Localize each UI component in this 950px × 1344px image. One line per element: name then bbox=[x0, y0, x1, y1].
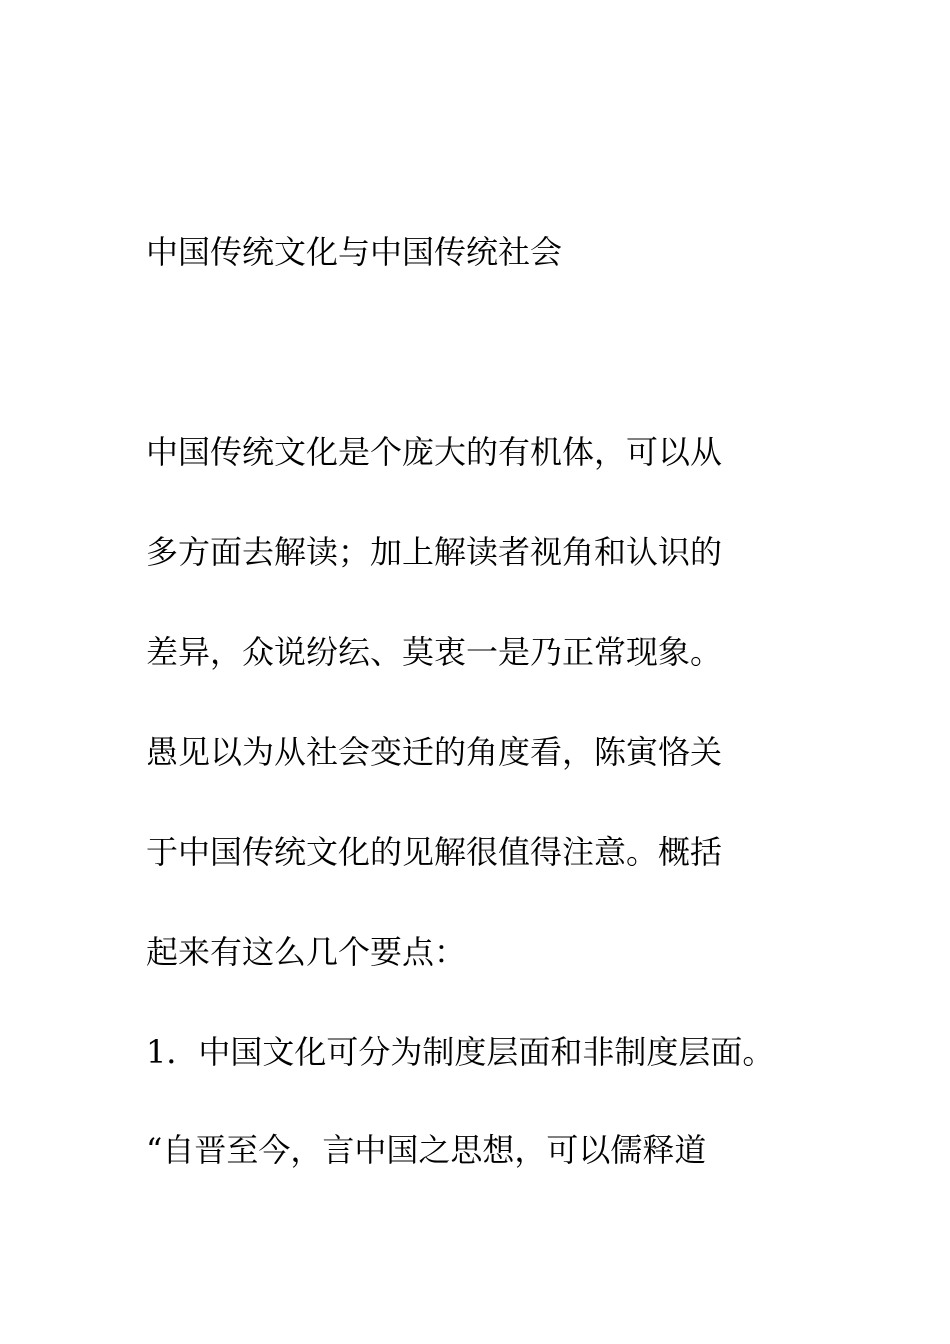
body-line-3: 差异，众说纷纭、莫衷一是乃正常现象。 bbox=[146, 633, 723, 671]
quote-line: “自晋至今，言中国之思想，可以儒释道 bbox=[146, 1131, 707, 1169]
list-item-1: 1．中国文化可分为制度层面和非制度层面。 bbox=[146, 1033, 775, 1071]
body-line-5: 于中国传统文化的见解很值得注意。概括 bbox=[146, 833, 723, 871]
body-line-6: 起来有这么几个要点： bbox=[146, 933, 467, 971]
body-line-1: 中国传统文化是个庞大的有机体，可以从 bbox=[146, 433, 723, 471]
body-line-4: 愚见以为从社会变迁的角度看，陈寅恪关 bbox=[146, 733, 723, 771]
body-line-2: 多方面去解读；加上解读者视角和认识的 bbox=[146, 533, 723, 571]
document-title: 中国传统文化与中国传统社会 bbox=[146, 233, 563, 271]
